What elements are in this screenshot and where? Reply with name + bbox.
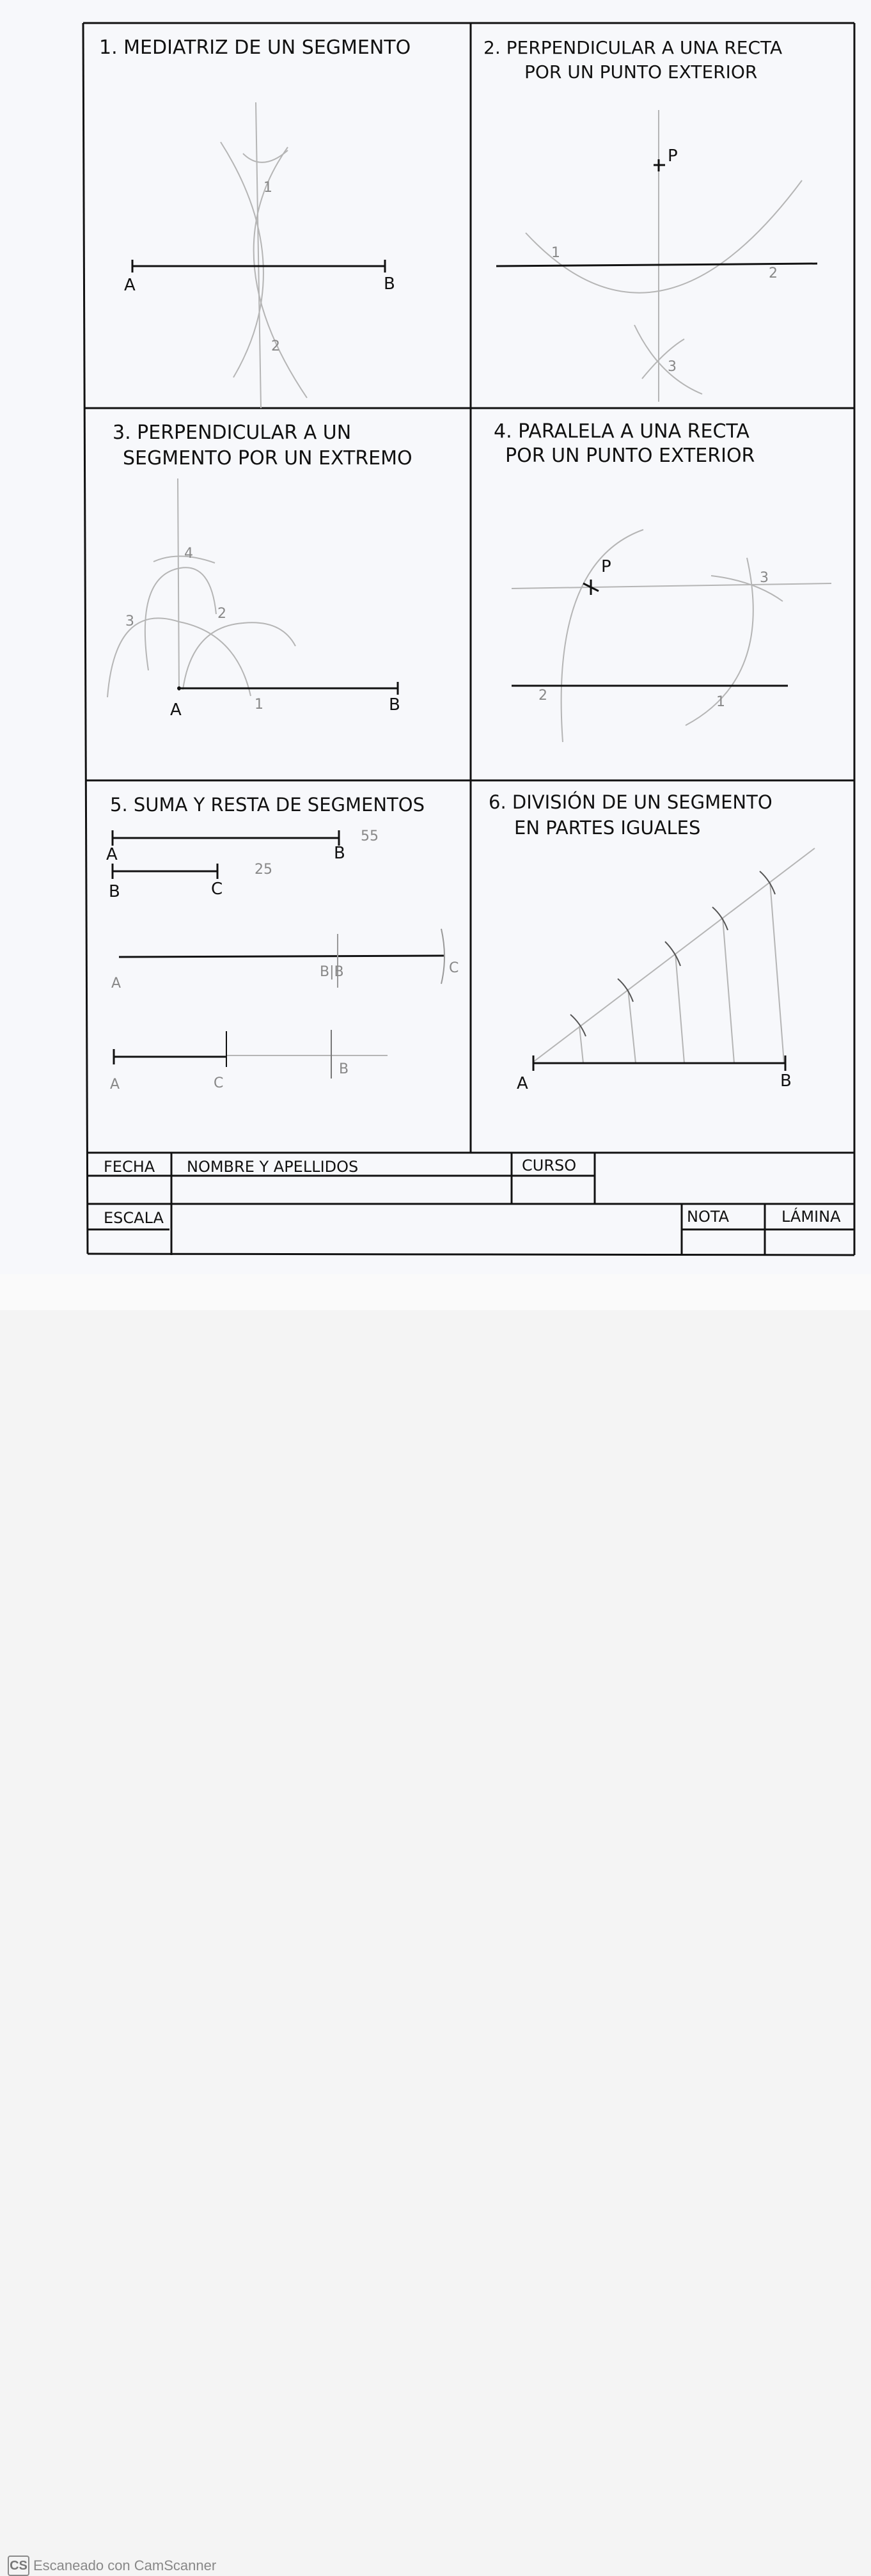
field-fecha: FECHA: [104, 1158, 155, 1176]
panel4-title-line2: POR UN PUNTO EXTERIOR: [505, 445, 755, 467]
panel3-construction: [107, 478, 400, 720]
division-parallels: [579, 881, 784, 1063]
perpendicular-line: [178, 478, 179, 691]
division-mark-2: [618, 979, 633, 1002]
frame-lines: [83, 23, 854, 1255]
label-b: B: [780, 1071, 792, 1091]
panel1-title: 1. MEDIATRIZ DE UN SEGMENTO: [99, 36, 411, 59]
label-1: 1: [551, 245, 560, 261]
label-a: A: [124, 276, 136, 295]
panel6-construction: [517, 848, 815, 1093]
label-1: 1: [716, 694, 725, 710]
division-line-5: [770, 881, 784, 1063]
field-escala: ESCALA: [104, 1209, 164, 1227]
label-b4: B: [339, 1061, 349, 1077]
label-2: 2: [271, 338, 280, 354]
label-3: 3: [668, 359, 677, 375]
division-line-3: [675, 953, 684, 1063]
arc-from-p: [526, 180, 802, 293]
panel5-title: 5. SUMA Y RESTA DE SEGMENTOS: [110, 794, 425, 816]
panel6-title-line1: 6. DIVISIÓN DE UN SEGMENTO: [489, 791, 773, 813]
arc-from-b: [254, 147, 307, 398]
division-mark-3: [665, 942, 680, 966]
label-1: 1: [263, 180, 272, 196]
technical-drawing: [0, 0, 871, 1274]
label-3: 3: [125, 613, 134, 629]
label-c4: C: [214, 1075, 224, 1091]
perpendicular-bisector-line: [256, 102, 261, 408]
label-2: 2: [769, 265, 778, 281]
frame-left: [83, 23, 88, 1254]
label-a: A: [170, 700, 182, 720]
label-p: P: [601, 557, 611, 576]
label-a1: A: [106, 845, 118, 864]
camscanner-caption: Escaneado con CamScanner: [33, 2557, 217, 2573]
label-a4: A: [110, 1077, 120, 1093]
label-c3: C: [449, 960, 459, 976]
panel4-title-line1: 4. PARALELA A UNA RECTA: [494, 420, 749, 443]
field-lamina: LÁMINA: [781, 1208, 841, 1226]
label-2: 2: [538, 688, 547, 704]
panel4-construction: [512, 530, 831, 742]
panel2-title-line1: 2. PERPENDICULAR A UNA RECTA: [483, 37, 783, 58]
panel5-construction: [106, 828, 459, 1093]
scanner-footer: [0, 1274, 871, 2573]
label-bb3: B|B: [320, 964, 344, 980]
label-a: A: [517, 1074, 528, 1093]
drawing-sheet: [0, 0, 871, 1274]
parallel-line: [512, 583, 831, 589]
division-line-1: [579, 1026, 583, 1063]
label-b2: B: [109, 882, 120, 901]
division-line-4: [723, 917, 734, 1063]
label-3: 3: [760, 570, 769, 586]
arc-lower-2: [642, 339, 684, 379]
length-25: 25: [255, 862, 272, 878]
label-p: P: [668, 146, 678, 166]
label-2: 2: [217, 606, 226, 622]
division-mark-5: [760, 871, 775, 894]
point-a: [177, 686, 181, 690]
field-curso: CURSO: [522, 1157, 577, 1174]
arc-3-cross: [711, 576, 783, 601]
label-b1: B: [334, 844, 345, 863]
auxiliary-ray: [533, 848, 815, 1062]
label-b: B: [384, 274, 395, 294]
panel3-title-line2: SEGMENTO POR UN EXTREMO: [123, 447, 412, 470]
panel1-construction: [124, 102, 395, 408]
segment-sum: [119, 956, 444, 957]
division-mark-4: [712, 907, 728, 930]
division-mark-1: [570, 1015, 586, 1036]
panel2-title-line2: POR UN PUNTO EXTERIOR: [524, 61, 758, 83]
label-c2: C: [211, 880, 223, 899]
length-55: 55: [361, 828, 379, 844]
label-b: B: [389, 695, 400, 715]
title-block: [104, 1157, 841, 1227]
panel-titles: [99, 36, 782, 839]
panel3-title-line1: 3. PERPENDICULAR A UN: [113, 422, 352, 444]
field-nombre: NOMBRE Y APELLIDOS: [187, 1158, 359, 1176]
label-1: 1: [255, 697, 263, 713]
camscanner-logo: CS: [8, 2556, 29, 2576]
field-nota: NOTA: [687, 1208, 730, 1226]
division-arc-marks: [570, 871, 775, 1036]
frame-bottom: [88, 1254, 854, 1255]
label-a3: A: [111, 976, 122, 992]
panel6-title-line2: EN PARTES IGUALES: [514, 817, 701, 839]
label-4: 4: [184, 546, 193, 562]
arc-center-2: [145, 567, 216, 670]
panel2-construction: [496, 110, 817, 402]
arc-center-1: [183, 622, 295, 690]
